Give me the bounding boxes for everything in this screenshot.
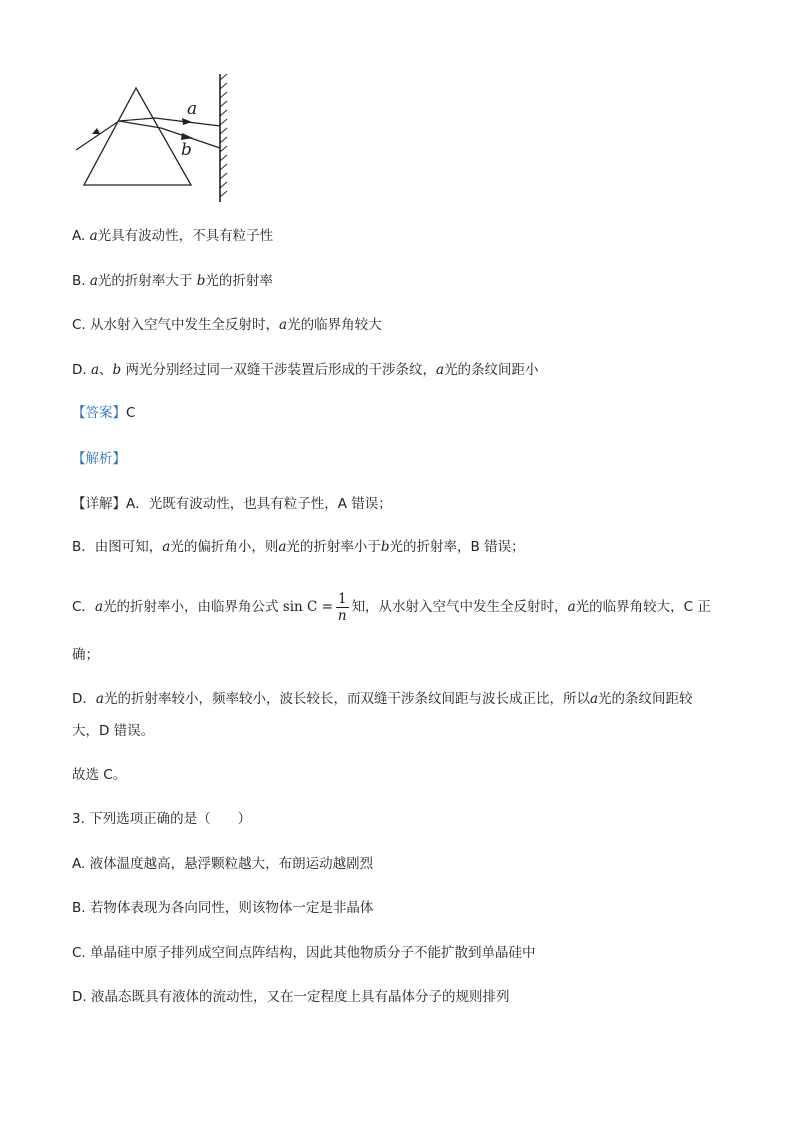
question3-option-b <box>72 899 373 917</box>
detail-b-prefix: B．由图可知， <box>72 539 163 555</box>
answer-value: C <box>126 405 136 421</box>
answer-tag: 【答案】 <box>72 405 126 421</box>
detail-d-var2: a <box>589 691 599 707</box>
detail-c-suffix: 光的临界角较大，C 正 <box>575 599 711 615</box>
option-d-text: 两光分别经过同一双缝干涉装置后形成的干涉条纹， <box>125 362 436 378</box>
option-b-var2: b <box>196 273 206 289</box>
question3-option-b-text: B. 若物体表现为各向同性，则该物体一定是非晶体 <box>72 900 374 916</box>
incident-ray <box>76 121 119 150</box>
option-c <box>72 316 382 334</box>
option-b <box>72 272 273 290</box>
ray-b-label: b <box>181 140 192 160</box>
question3-stem-text: 3. 下列选项正确的是（ ） <box>72 811 252 827</box>
option-c-var: a <box>279 317 288 333</box>
fraction-denominator: n <box>337 607 347 624</box>
detail-d-var1: a <box>95 691 104 707</box>
detail-d-line2-text: 大，D 错误。 <box>72 723 155 739</box>
option-d-sep: 、 <box>99 362 113 378</box>
detail-c-mid2: 知，从水射入空气中发生全反射时， <box>351 599 568 615</box>
detail-c-prefix: C． <box>72 599 95 615</box>
option-d-prefix: D. <box>72 362 87 378</box>
option-c-text: 从水射入空气中发生全反射时， <box>90 317 280 333</box>
detail-b-mid: 光的偏折角小，则 <box>170 539 279 555</box>
ray-a-arrow <box>182 118 192 125</box>
conclusion-text: 故选 C。 <box>72 767 127 783</box>
detail-c-mid: 光的折射率小，由临界角公式 <box>103 599 279 615</box>
detail-b-suffix: 光的折射率，B 错误； <box>389 539 525 555</box>
question3-option-c <box>72 944 536 962</box>
detail-d-suffix: 光的条纹间距较 <box>598 691 693 707</box>
option-a-var: a <box>89 228 98 244</box>
option-a <box>72 227 273 245</box>
option-b-suffix: 光的折射率 <box>205 273 273 289</box>
ray-a-label: a <box>187 99 198 119</box>
detail-c-var2: a <box>567 599 576 615</box>
option-b-prefix: B. <box>72 273 86 289</box>
formula-fraction <box>336 591 349 624</box>
incident-arrow <box>92 128 100 134</box>
detail-b-var2: a <box>278 539 287 555</box>
detail-b <box>72 538 525 556</box>
option-a-text: 光具有波动性，不具有粒子性 <box>97 228 274 244</box>
detail-b-var3: b <box>380 539 390 555</box>
detail-d-line2 <box>72 722 154 740</box>
detail-c <box>72 588 711 626</box>
option-d <box>72 361 539 379</box>
answer <box>72 404 135 422</box>
option-c-suffix: 光的临界角较大 <box>287 317 382 333</box>
option-d-var2: b <box>112 362 122 378</box>
ray-b-arrow <box>181 133 193 140</box>
detail-tag: 【详解】 <box>72 496 126 512</box>
analysis-tag: 【解析】 <box>72 451 126 467</box>
question3-option-a-text: A. 液体温度越高，悬浮颗粒越大，布朗运动越剧烈 <box>72 856 374 872</box>
option-b-mid: 光的折射率大于 <box>97 273 193 289</box>
detail-a-text: A．光既有波动性，也具有粒子性，A 错误； <box>126 496 392 512</box>
formula-lhs: sin C = <box>282 599 333 615</box>
detail-c-line2-text: 确； <box>72 647 99 663</box>
fraction-numerator: 1 <box>337 590 347 607</box>
option-b-var1: a <box>89 273 98 289</box>
question3-stem <box>72 810 251 828</box>
question3-option-d-text: D. 液晶态既具有液体的流动性，又在一定程度上具有晶体分子的规则排列 <box>72 989 510 1005</box>
detail-c-line2 <box>72 646 99 664</box>
detail-d <box>72 690 693 708</box>
detail-b-mid2: 光的折射率小于 <box>286 539 381 555</box>
prism-figure <box>70 72 310 207</box>
detail-c-var1: a <box>94 599 103 615</box>
question3-option-a <box>72 855 373 873</box>
inner-ray-a <box>119 118 155 121</box>
detail-d-prefix: D． <box>72 691 96 707</box>
question3-option-d <box>72 988 509 1006</box>
screen-hatching <box>220 74 227 197</box>
detail-a <box>72 495 392 513</box>
option-d-suffix: 光的条纹间距小 <box>444 362 539 378</box>
detail-d-mid: 光的折射率较小，频率较小，波长较长，而双缝干涉条纹间距与波长成正比，所以 <box>103 691 590 707</box>
detail-b-var1: a <box>162 539 171 555</box>
conclusion <box>72 766 126 784</box>
question3-option-c-text: C. 单晶硅中原子排列成空间点阵结构，因此其他物质分子不能扩散到单晶硅中 <box>72 945 536 961</box>
option-c-prefix: C. <box>72 317 86 333</box>
analysis <box>72 450 126 468</box>
prism <box>84 88 191 185</box>
option-d-var1: a <box>90 362 100 378</box>
option-a-prefix: A. <box>72 228 86 244</box>
option-d-var3: a <box>436 362 445 378</box>
